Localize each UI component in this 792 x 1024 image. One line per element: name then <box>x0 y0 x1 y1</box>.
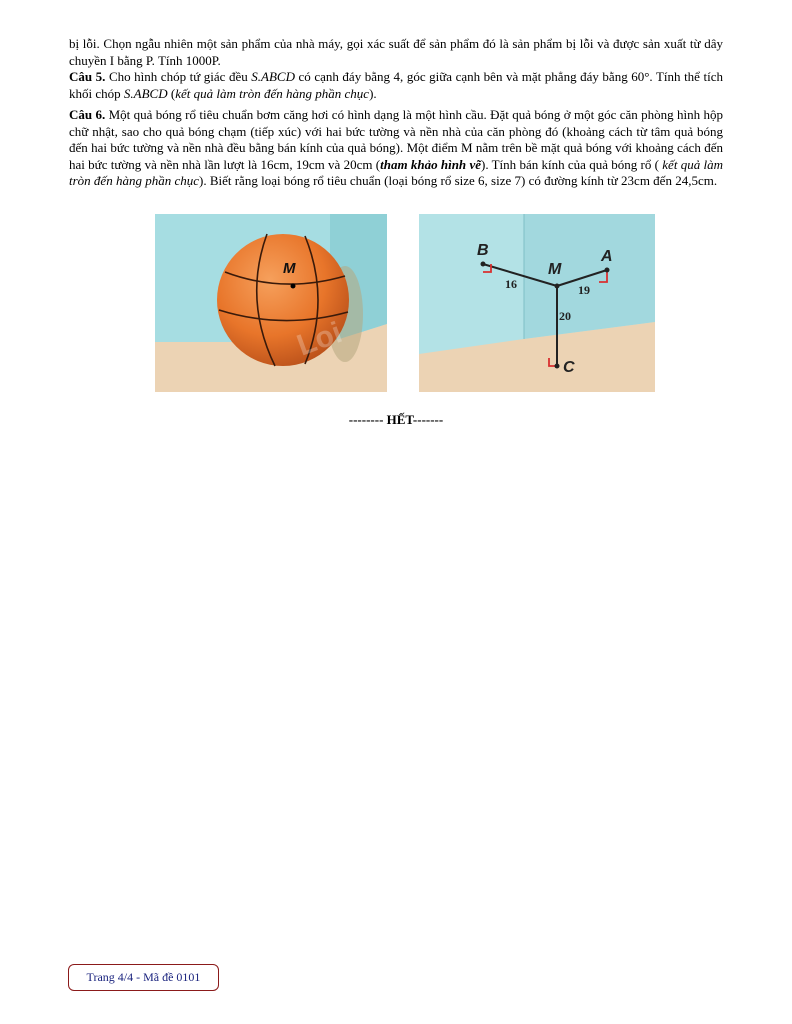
basketball-figure <box>155 214 387 392</box>
ball-point-label: M <box>283 260 296 277</box>
q5-note: kết quả làm tròn đến hàng phần chục <box>175 85 370 101</box>
q5-text1: Cho hình chóp tứ giác đều <box>105 69 252 84</box>
q5-text3: ( <box>167 85 176 101</box>
label-m: M <box>548 261 562 278</box>
q6-note: kết quả làm tròn đến hàng phần chục <box>69 156 723 188</box>
point-b-dot <box>481 262 486 267</box>
q6-ref: tham khảo hình vẽ <box>380 156 481 172</box>
distance-diagram <box>419 214 655 392</box>
q5-text4: ). <box>369 85 377 101</box>
point-c-dot <box>555 364 560 369</box>
intro-text: bị lỗi. Chọn ngẫu nhiên một sản phẩm của nhà máy, gọi xác suất để sản phẩm đó là sản phẩm bị lỗi và được sản xuất từ dây chuyền I bằng P. Tính 1000P. <box>69 36 723 68</box>
label-c: C <box>563 359 575 376</box>
label-a: A <box>601 248 613 265</box>
q6-label: Câu 6. <box>69 107 106 122</box>
label-b: B <box>477 242 489 259</box>
question-5 <box>69 69 723 102</box>
q5-sabcd: S.ABCD <box>251 69 295 84</box>
end-marker: -------- HẾT------- <box>348 412 444 427</box>
point-a-dot <box>605 268 610 273</box>
question-6 <box>69 107 723 190</box>
point-m-dot <box>291 284 296 289</box>
q5-sabcd2: S.ABCD <box>123 85 168 101</box>
q5-label: Câu 5. <box>69 69 106 84</box>
point-m-dot <box>555 284 560 289</box>
page-footer: Trang 4/4 - Mã đề 0101 <box>68 964 219 991</box>
distance-16: 16 <box>505 277 517 291</box>
q6-text3: ). Biết rằng loại bóng rổ tiêu chuẩn (loại bóng rổ size 6, size 7) có đường kính từ 23cm đến 24,5cm. <box>198 173 718 188</box>
intro-paragraph <box>69 36 723 69</box>
distance-20: 20 <box>559 309 571 323</box>
distance-19: 19 <box>578 283 590 297</box>
q5-text2: có cạnh đáy bằng 4, góc giữa cạnh bên và mặt phẳng đáy bằng 60°. Tính thể tích khối chóp <box>69 69 723 101</box>
watermark: Loi <box>292 316 347 363</box>
q6-text1: Một quả bóng rổ tiêu chuẩn bơm căng hơi có hình dạng là một hình cầu. Đặt quả bóng ở một góc căn phòng hình hộp chữ nhật, sao cho quả bóng chạm (tiếp xúc) với hai bức tường và nền nhà của căn phòng đó (khoảng cách từ tâm quả bóng đến hai bức tường và nền nhà đều bằng bán kính của quả bóng). Một điểm M nằm trên bề mặt quả bóng với khoảng cách đến hai bức tường và nền nhà lần lượt là 16cm, 19cm và 20cm ( <box>69 107 723 172</box>
figures <box>155 214 655 392</box>
q6-text2: ). Tính bán kính của quả bóng rổ ( <box>480 156 663 172</box>
